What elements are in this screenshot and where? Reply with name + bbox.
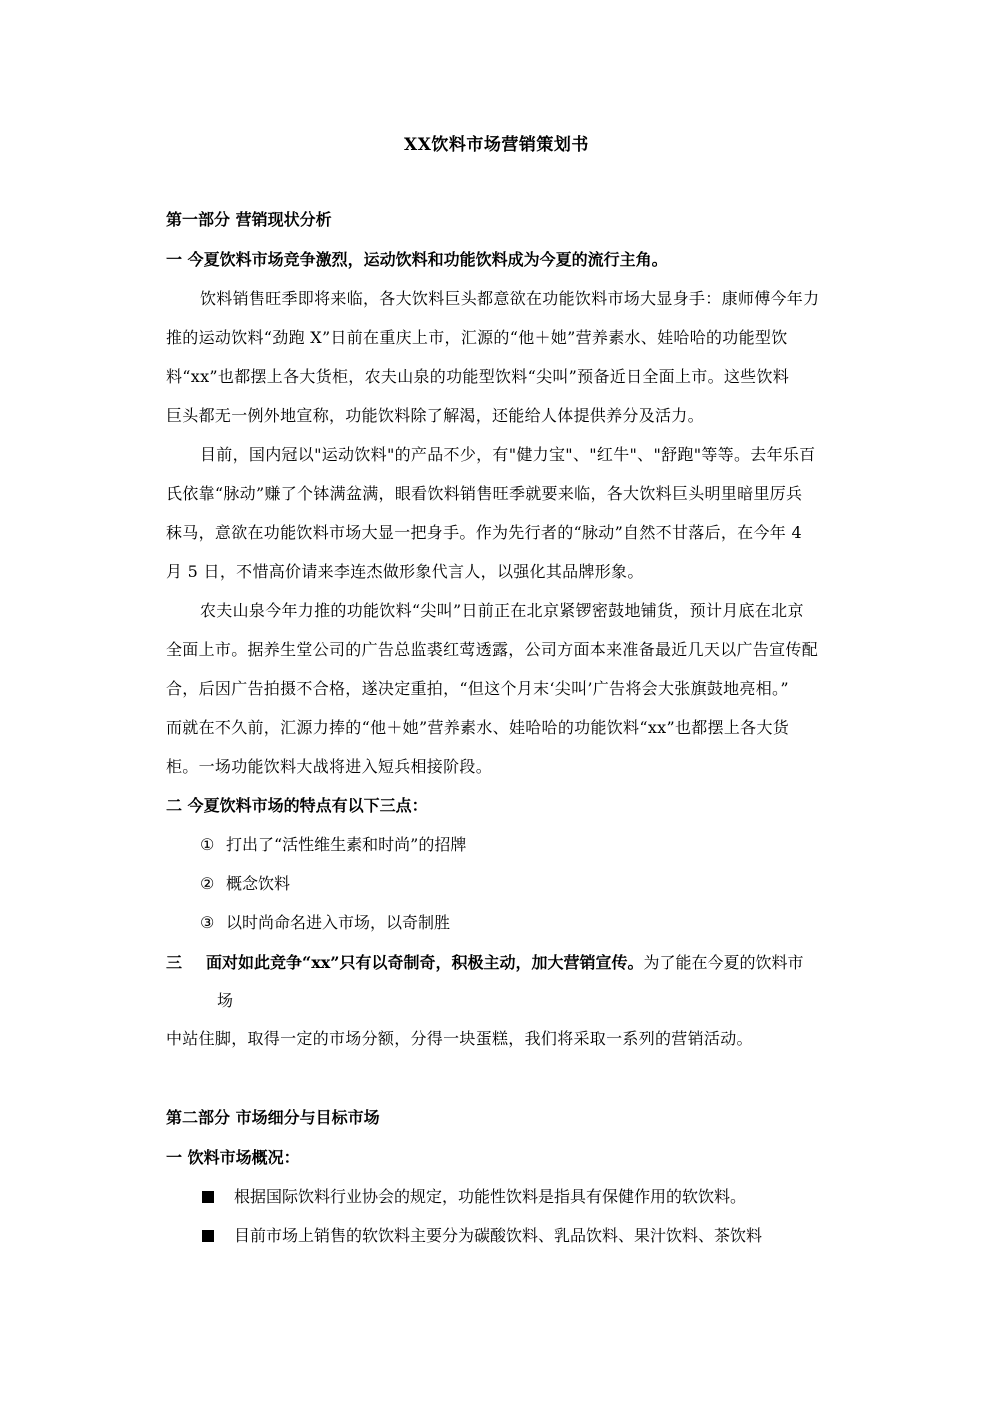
paragraph3-line2: 全面上市。据养生堂公司的广告总监裘红莺透露，公司方面本来准备最近几天以广告宣传配 (166, 640, 819, 659)
section3-bold-text: 面对如此竞争“xx”只有以奇制奇，积极主动，加大营销宣传。 (206, 953, 644, 972)
paragraph1-line4: 巨头都无一例外地宣称，功能饮料除了解渴，还能给人体提供养分及活力。 (166, 406, 704, 425)
feature-item (200, 835, 466, 855)
overview-bullet-item (202, 1187, 746, 1207)
feature-number: ② (200, 874, 215, 893)
section3-number: 三 (166, 953, 183, 972)
feature-item (200, 874, 290, 894)
document-title: XX饮料市场营销策划书 (404, 135, 589, 155)
part1-section3-line2: 中站住脚，取得一定的市场分额，分得一块蛋糕，我们将采取一系列的营销活动。 (166, 1029, 753, 1048)
feature-text: 打出了“活性维生素和时尚”的招牌 (226, 835, 467, 854)
paragraph2-line3: 秣马，意欲在功能饮料市场大显一把身手。作为先行者的“脉动”自然不甘落后，在今年 4 (166, 523, 802, 542)
feature-text: 以时尚命名进入市场，以奇制胜 (226, 913, 451, 932)
part1-section1-heading: 一 今夏饮料市场竞争激烈，运动饮料和功能饮料成为今夏的流行主角。 (166, 250, 668, 269)
part1-section3-line1 (166, 953, 866, 973)
paragraph2-line1: 目前，国内冠以"运动饮料"的产品不少，有"健力宝"、"红牛"、"舒跑"等等。去年乐百 (200, 445, 816, 464)
feature-text: 概念饮料 (226, 874, 291, 893)
part1-heading: 第一部分 营销现状分析 (166, 210, 332, 229)
bullet-text: 根据国际饮料行业协会的规定，功能性饮料是指具有保健作用的软饮料。 (234, 1187, 747, 1206)
feature-number: ③ (200, 913, 215, 932)
part1-section3-wrap: 场 (217, 991, 234, 1010)
paragraph3-line5: 柜。一场功能饮料大战将进入短兵相接阶段。 (166, 757, 493, 776)
feature-item (200, 913, 450, 933)
square-bullet-icon (202, 1230, 214, 1242)
paragraph2-line4: 月 5 日，不惜高价请来李连杰做形象代言人，以强化其品牌形象。 (166, 562, 644, 581)
part1-section2-heading: 二 今夏饮料市场的特点有以下三点： (166, 796, 428, 815)
paragraph3-line3: 合，后因广告拍摄不合格，遂决定重拍，“但这个月末‘尖叫’广告将会大张旗鼓地亮相。” (166, 679, 789, 698)
paragraph1-line3: 料“xx”也都摆上各大货柜，农夫山泉的功能型饮料“尖叫”预备近日全面上市。这些饮料 (166, 367, 790, 386)
overview-bullet-item (202, 1226, 762, 1246)
part2-section1-heading: 一 饮料市场概况： (166, 1148, 300, 1167)
square-bullet-icon (202, 1191, 214, 1203)
section3-rest-text: 为了能在今夏的饮料市 (643, 953, 804, 972)
paragraph3-line1: 农夫山泉今年力推的功能饮料“尖叫”日前正在北京紧锣密鼓地铺货，预计月底在北京 (200, 601, 804, 620)
paragraph3-line4: 而就在不久前，汇源力捧的“他＋她”营养素水、娃哈哈的功能饮料“xx”也都摆上各大货 (166, 718, 790, 737)
paragraph2-line2: 氏依靠“脉动”赚了个钵满盆满，眼看饮料销售旺季就要来临，各大饮料巨头明里暗里厉兵 (166, 484, 803, 503)
bullet-text: 目前市场上销售的软饮料主要分为碳酸饮料、乳品饮料、果汁饮料、茶饮料 (234, 1226, 763, 1245)
feature-number: ① (200, 835, 215, 854)
paragraph1-line2: 推的运动饮料“劲跑 X”日前在重庆上市，汇源的“他＋她”营养素水、娃哈哈的功能型饮 (166, 328, 788, 347)
paragraph1-line1: 饮料销售旺季即将来临，各大饮料巨头都意欲在功能饮料市场大显身手：康师傅今年力 (200, 289, 820, 308)
part2-heading: 第二部分 市场细分与目标市场 (166, 1108, 380, 1127)
